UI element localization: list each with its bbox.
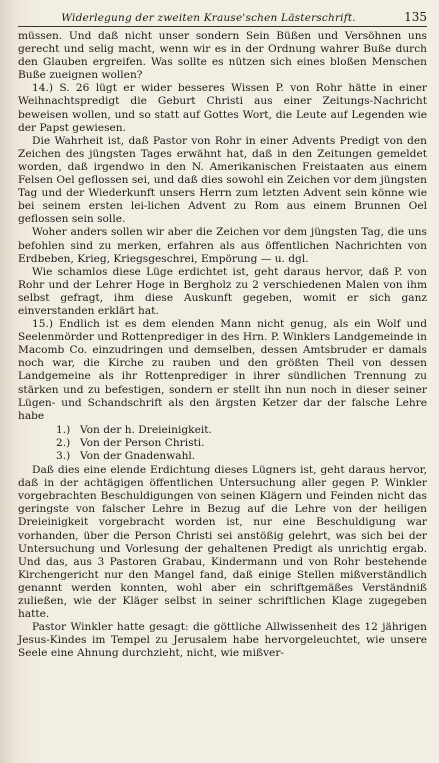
- list-text: Von der Gnadenwahl.: [80, 450, 196, 462]
- list-number: 2.): [56, 436, 71, 449]
- page-number: 135: [404, 10, 427, 24]
- running-title: Widerlegung der zweiten Krause'schen Lästerschrift.: [61, 12, 356, 24]
- list-number: 3.): [56, 450, 71, 462]
- list-text: Von der h. Dreieinigkeit.: [80, 423, 212, 436]
- paragraph: 14.) S. 26 lügt er wider besseres Wissen P. von Rohr hätte in einer Weihnachtspredigt die Geburt Christi aus einer Zeitungs-Nachricht beweisen wollen, und so statt auf Gottes Wort, die Leute auf Legenden wie der Papst gewiesen.: [18, 82, 427, 134]
- body-text: [18, 30, 427, 661]
- numbered-list: [18, 424, 427, 463]
- list-number: 1.): [56, 423, 71, 436]
- list-item: [56, 424, 427, 437]
- paragraph: müssen. Und daß nicht unser sondern Sein Büßen und Versöhnen uns gerecht und selig macht, wenn wir es in der Ordnung wahrer Buße durch den Glauben ergreifen. Was sollte es nützen sich eines bloßen Menschen Buße zueignen wollen?: [18, 30, 427, 82]
- list-text: Von der Person Christi.: [80, 436, 205, 449]
- paragraph: Daß dies eine elende Erdichtung dieses Lügners ist, geht daraus hervor, daß in der achtägigen öffentlichen Untersuchung aller gegen P. Winkler vorgebrachten Beschuldigungen von seinen Klägern und Feinden nicht das geringste von falscher Lehre in Bezug auf die Lehre von der heiligen Dreieinigkeit vorgebracht worden ist, nur eine Beschuldigung war vorhanden, über die Person Christi sei anstößig gelehrt, was sich bei der Untersuchung und Vorlesung der gehaltenen Predigt als unrichtig ergab. Und das, aus 3 Pastoren Grabau, Kindermann und von Rohr bestehende Kirchengericht nur den Mangel fand, daß einige Stellen mißverständlich genannt werden konnten, wohl aber ein schriftgemäßes Verständniß zuließen, wie der Kläger selbst in seiner schriftlichen Klage zugegeben hatte.: [18, 464, 427, 621]
- list-item: [56, 450, 427, 463]
- paragraph: Die Wahrheit ist, daß Pastor von Rohr in einer Advents Predigt von den Zeichen des jüngsten Tages erwähnt hat, daß in den Zeitungen gemeldet worden, daß irgendwo in den N. Amerikanischen Freistaaten aus einem Felsen Oel geflossen sei, und daß dies sowohl ein Zeichen vor dem jüngsten Tag und der Wiederkunft unsers Herrn zum letzten Advent sein könne wie bei seinem ersten lei-lichen Advent zu Rom aus einem Brunnen Oel geflossen sein solle.: [18, 134, 427, 226]
- running-header: [18, 10, 427, 27]
- paragraph: 15.) Endlich ist es dem elenden Mann nicht genug, als ein Wolf und Seelenmörder und Rottenprediger in des Hrn. P. Winklers Landgemeinde in Macomb Co. einzudringen und demselben, dessen Amtsbruder er damals noch war, die Kirche zu rauben und den größten Theil von dessen Landgemeine als ihr Rottenprediger in ihrer sündlichen Trennung zu stärken und zu befestigen, sondern er stellt ihn nun noch in dieser seiner Lügen- und Schandschrift als den ärgsten Ketzer dar der falsche Lehre habe: [18, 318, 427, 422]
- paragraph: Pastor Winkler hatte gesagt: die göttliche Allwissenheit des 12 jährigen Jesus-Kindes im Tempel zu Jerusalem habe hervorgeleuchtet, wie unsere Seele eine Ahnung durchzieht, nicht, wie mißver-: [18, 621, 427, 660]
- list-item: [56, 437, 427, 450]
- paragraph: Woher anders sollen wir aber die Zeichen vor dem jüngsten Tag, die uns befohlen sind zu merken, erfahren als aus öffentlichen Nachrichten von Erdbeben, Krieg, Kriegsgeschrei, Empörung — u. dgl.: [18, 226, 427, 265]
- paragraph: Wie schamlos diese Lüge erdichtet ist, geht daraus hervor, daß P. von Rohr und der Lehrer Hoge in Bergholz zu 2 verschiedenen Malen von ihm selbst gefragt, ihm diese Auskunft gegeben, womit er sich ganz einverstanden erklärt hat.: [18, 265, 427, 317]
